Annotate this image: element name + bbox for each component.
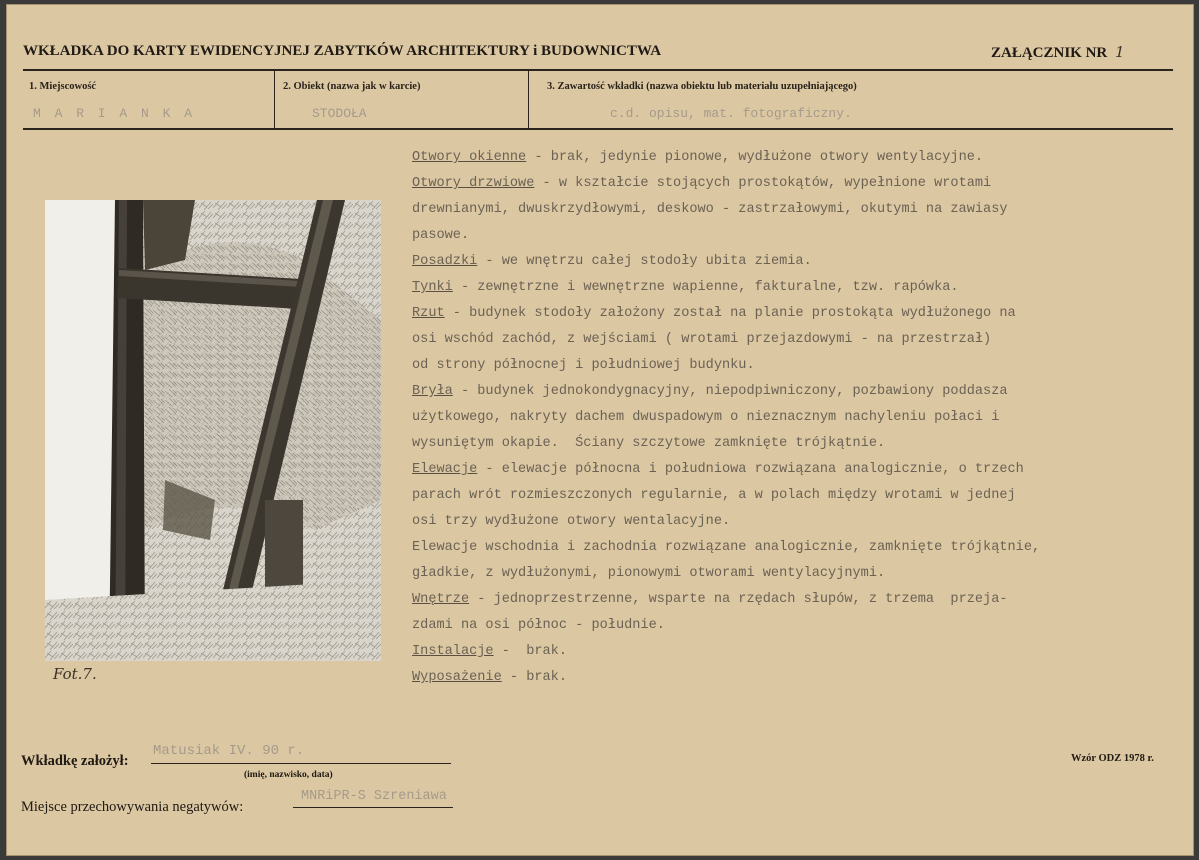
description-term: Wyposażenie [412,670,502,685]
description-text-segment: - jednoprzestrzenne, wsparte na rzędach słupów, z trzema przeja- [469,592,1008,607]
description-text-segment: drewnianymi, dwuskrzydłowymi, deskowo - zastrzałowymi, okutymi na zawiasy [412,202,1008,217]
description-line [412,613,1184,639]
description-text-segment: parach wrót rozmieszczonych regularnie, a w polach między wrotami w jednej [412,488,1016,503]
description-line [412,405,1184,431]
description-text-segment: - we wnętrzu całej stodoły ubita ziemia. [477,254,812,269]
object-label: 2. Obiekt (nazwa jak w karcie) [283,81,421,92]
description-line [412,587,1184,613]
description-text-segment: osi trzy wydłużone otwory wentalacyjne. [412,514,731,529]
attachment-label [991,43,1125,62]
locality-value: M A R I A N K A [33,106,196,121]
created-by-hint: (imię, nazwisko, data) [244,770,333,780]
description-line [412,379,1184,405]
description-line [412,561,1184,587]
locality-label: 1. Miejscowość [29,81,97,92]
negatives-label: Miejsce przechowywania negatywów: [21,799,244,815]
description-term: Otwory okienne [412,150,527,165]
object-value: STODOŁA [312,106,367,121]
description-text-segment: gładkie, z wydłużonymi, pionowymi otworami wentylacyjnymi. [412,566,886,581]
description-line [412,353,1184,379]
created-by-value: Matusiak IV. 90 r. [153,743,305,759]
description-text-segment: użytkowego, nakryty dachem dwuspadowym o nieznacznym nachyleniu połaci i [412,410,1000,425]
description-term: Bryła [412,384,453,399]
description-line [412,665,1184,691]
description-text-segment: osi wschód zachód, z wejściami ( wrotami przejazdowymi - na przestrzał) [412,332,992,347]
description-text-segment: - budynek stodoły założony został na planie prostokąta wydłużonego na [444,306,1016,321]
contents-label: 3. Zawartość wkładki (nazwa obiektu lub materiału uzupełniającego) [547,81,857,92]
field-divider-2 [528,71,529,128]
description-line [412,639,1184,665]
header-rule-bottom [23,128,1173,130]
description-text-segment: - zewnętrzne i wewnętrzne wapienne, fakturalne, tzw. rapówka. [452,280,959,295]
created-by-label: Wkładkę założył: [21,753,129,769]
description-text-segment: - brak. [501,670,567,685]
negatives-value: MNRiPR-S Szreniawa [301,789,447,804]
description-term: Wnętrze [412,592,470,607]
description-term: Tynki [412,280,453,295]
description-line [412,275,1184,301]
description-line [412,535,1184,561]
record-card [6,4,1194,856]
description-text [412,145,1184,691]
barn-photo-image [45,200,381,661]
description-line [412,327,1184,353]
description-term: Instalacje [412,644,494,659]
description-text-segment: - elewacje północna i południowa rozwiązana analogicznie, o trzech [477,462,1024,477]
negatives-line [293,807,453,808]
description-line [412,431,1184,457]
description-term: Posadzki [412,254,478,269]
description-term: Otwory drzwiowe [412,176,535,191]
description-term: Elewacje [412,462,478,477]
card-title: WKŁADKA DO KARTY EWIDENCYJNEJ ZABYTKÓW ARCHITEKTURY i BUDOWNICTWA [23,43,662,59]
attachment-number: 1 [1115,43,1125,61]
description-line [412,483,1184,509]
description-text-segment: pasowe. [412,228,470,243]
barn-interior-photo [45,200,381,661]
description-term: Rzut [412,306,445,321]
description-line [412,457,1184,483]
description-line [412,509,1184,535]
description-line [412,223,1184,249]
description-text-segment: Elewacje wschodnia i zachodnia rozwiązane analogicznie, zamknięte trójkątnie, [412,540,1041,555]
description-text-segment: od strony północnej i południowej budynku. [412,358,755,373]
description-text-segment: zdami na osi północ - południe. [412,618,665,633]
photo-caption: Fot.7. [53,665,97,683]
description-text-segment: - budynek jednokondygnacyjny, niepodpiwniczony, pozbawiony poddasza [452,384,1008,399]
contents-value: c.d. opisu, mat. fotograficzny. [610,106,852,121]
form-code: Wzór ODZ 1978 r. [1071,753,1154,764]
description-line [412,145,1184,171]
description-line [412,301,1184,327]
description-text-segment: - brak, jedynie pionowe, wydłużone otwory wentylacyjne. [526,150,984,165]
created-by-line [151,763,451,764]
description-line [412,197,1184,223]
description-line [412,171,1184,197]
attachment-label-text: ZAŁĄCZNIK NR [991,45,1108,61]
description-text-segment: - w kształcie stojących prostokątów, wypełnione wrotami [534,176,992,191]
description-line [412,249,1184,275]
description-text-segment: wysuniętym okapie. Ściany szczytowe zamknięte trójkątnie. [412,436,886,451]
description-text-segment: - brak. [493,644,567,659]
field-divider-1 [274,71,275,128]
header-rule-top [23,69,1173,71]
